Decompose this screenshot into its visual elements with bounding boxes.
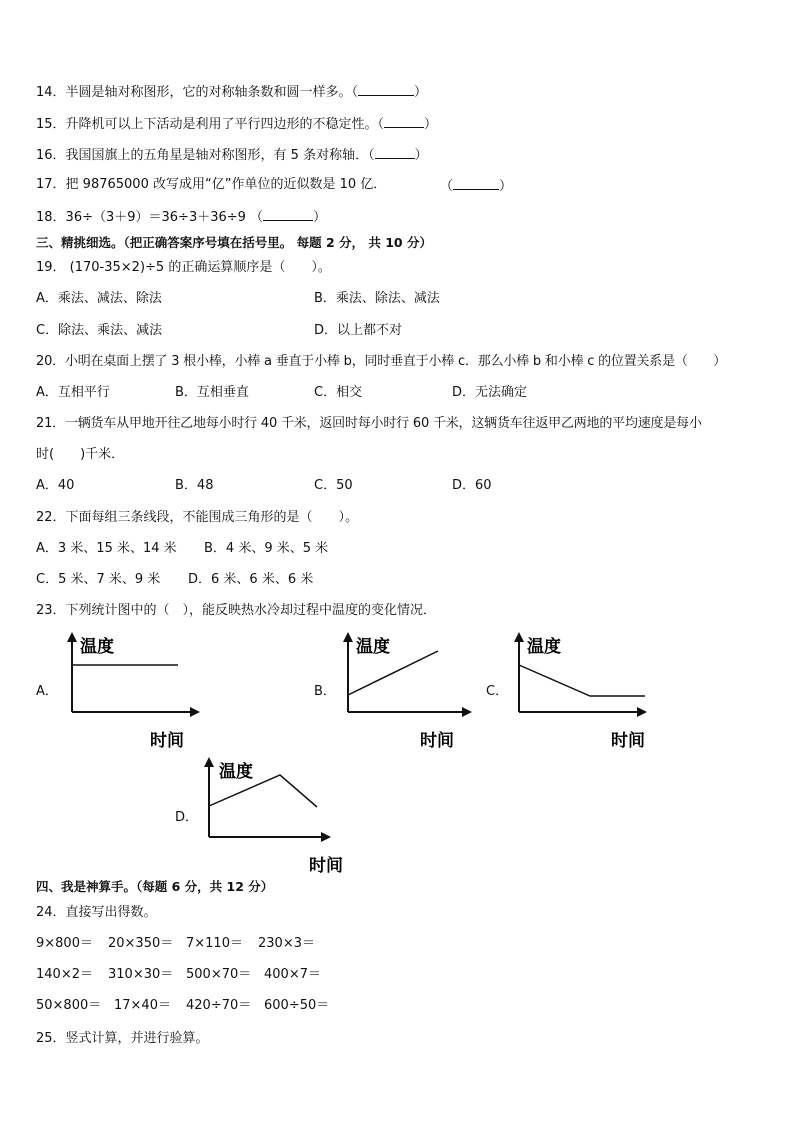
question-15: [36, 114, 437, 134]
q24-item[interactable]: 310×30＝: [108, 967, 174, 982]
paren-close: ）: [499, 179, 513, 194]
q21-option-c[interactable]: C．50: [314, 478, 353, 493]
q19-option-c[interactable]: C．除法、乘法、减法: [36, 323, 163, 338]
answer-blank[interactable]: [358, 82, 414, 96]
question-17-answer: [440, 176, 512, 196]
question-19-stem: 19． (170-35×2)÷5 的正确运算顺序是（ ）。: [36, 260, 331, 275]
question-24-stem: 24．直接写出得数。: [36, 905, 157, 920]
answer-blank[interactable]: [263, 207, 313, 221]
section-3-title: 三、精挑细选。（把正确答案序号填在括号里。 每题 2 分， 共 10 分）: [36, 235, 432, 250]
question-14: [36, 82, 427, 102]
q20-option-d[interactable]: D．无法确定: [452, 385, 528, 400]
q24-item[interactable]: 500×70＝: [186, 967, 252, 982]
paren-close: ）: [313, 210, 327, 225]
y-axis-label: 温度: [356, 637, 390, 657]
q19-option-a[interactable]: A．乘法、减法、除法: [36, 291, 162, 306]
question-14-text: 14．半圆是轴对称图形，它的对称轴条数和圆一样多。（: [36, 85, 359, 100]
q22-option-d[interactable]: D．6 米、6 米、6 米: [188, 572, 314, 587]
q23-graph-a[interactable]: [58, 630, 218, 755]
question-21-stem-line2: 时( )千米．: [36, 447, 125, 462]
q23-graph-d-label[interactable]: D．: [175, 810, 199, 825]
q23-graph-c[interactable]: [505, 630, 665, 755]
question-17: [36, 176, 386, 194]
answer-blank[interactable]: [453, 176, 499, 190]
x-axis-label: 时间: [150, 731, 184, 751]
q24-item[interactable]: 20×350＝: [108, 936, 174, 951]
x-axis-label: 时间: [420, 731, 454, 751]
question-17-text: 17．把 98765000 改写成用“亿”作单位的近似数是 10 亿．: [36, 177, 387, 192]
question-16-text: 16．我国国旗上的五角星是轴对称图形，有 5 条对称轴．（: [36, 148, 375, 163]
q24-item[interactable]: 400×7＝: [264, 967, 321, 982]
q24-item[interactable]: 600÷50＝: [264, 998, 330, 1013]
q22-option-c[interactable]: C．5 米、7 米、9 米: [36, 572, 161, 587]
question-16: [36, 145, 428, 165]
question-15-text: 15．升降机可以上下活动是利用了平行四边形的不稳定性。（: [36, 117, 385, 132]
q21-option-a[interactable]: A．40: [36, 478, 75, 493]
q20-option-a[interactable]: A．互相平行: [36, 385, 110, 400]
q21-option-d[interactable]: D．60: [452, 478, 492, 493]
y-axis-label: 温度: [527, 637, 561, 657]
q24-item[interactable]: 17×40＝: [114, 998, 171, 1013]
q22-option-b[interactable]: B．4 米、9 米、5 米: [204, 541, 329, 556]
q23-graph-c-label[interactable]: C．: [486, 684, 509, 699]
q24-item[interactable]: 230×3＝: [258, 936, 315, 951]
q23-graph-b[interactable]: [334, 630, 494, 755]
paren-close: ）: [414, 85, 428, 100]
question-22-stem: 22．下面每组三条线段，不能围成三角形的是（ ）。: [36, 510, 359, 525]
q21-option-b[interactable]: B．48: [175, 478, 214, 493]
paren-close: ）: [424, 117, 438, 132]
q23-graph-a-label[interactable]: A．: [36, 684, 58, 699]
q20-option-b[interactable]: B．互相垂直: [175, 385, 249, 400]
x-axis-label: 时间: [309, 856, 343, 876]
q24-item[interactable]: 50×800＝: [36, 998, 102, 1013]
question-25-stem: 25．竖式计算，并进行验算。: [36, 1031, 209, 1046]
q22-option-a[interactable]: A．3 米、15 米、14 米: [36, 541, 177, 556]
q24-item[interactable]: 9×800＝: [36, 936, 93, 951]
question-20-stem: 20．小明在桌面上摆了 3 根小棒，小棒 a 垂直于小棒 b，同时垂直于小棒 c．那么小棒 b 和小棒 c 的位置关系是（ ）: [36, 354, 727, 369]
answer-blank[interactable]: [375, 145, 415, 159]
section-4-title: 四、我是神算手。（每题 6 分，共 12 分）: [36, 879, 274, 894]
answer-blank[interactable]: [384, 114, 424, 128]
question-18: [36, 207, 326, 227]
q23-graph-b-label[interactable]: B．: [314, 684, 336, 699]
q24-item[interactable]: 420÷70＝: [186, 998, 252, 1013]
q20-option-c[interactable]: C．相交: [314, 385, 363, 400]
q23-graph-d[interactable]: [195, 755, 355, 880]
y-axis-label: 温度: [80, 637, 114, 657]
q24-item[interactable]: 140×2＝: [36, 967, 93, 982]
x-axis-label: 时间: [611, 731, 645, 751]
q24-item[interactable]: 7×110＝: [186, 936, 243, 951]
question-18-text: 18．36÷（3＋9）＝36÷3＋36÷9 （: [36, 210, 264, 225]
paren-open: （: [440, 179, 454, 194]
paren-close: ）: [414, 148, 428, 163]
question-21-stem-line1: 21．一辆货车从甲地开往乙地每小时行 40 千米，返回时每小时行 60 千米，这辆货车往返甲乙两地的平均速度是每小: [36, 416, 702, 431]
y-axis-label: 温度: [219, 762, 253, 782]
q19-option-b[interactable]: B．乘法、除法、减法: [314, 291, 440, 306]
q19-option-d[interactable]: D．以上都不对: [314, 323, 403, 338]
question-23-stem: 23．下列统计图中的（ ），能反映热水冷却过程中温度的变化情况．: [36, 603, 437, 618]
